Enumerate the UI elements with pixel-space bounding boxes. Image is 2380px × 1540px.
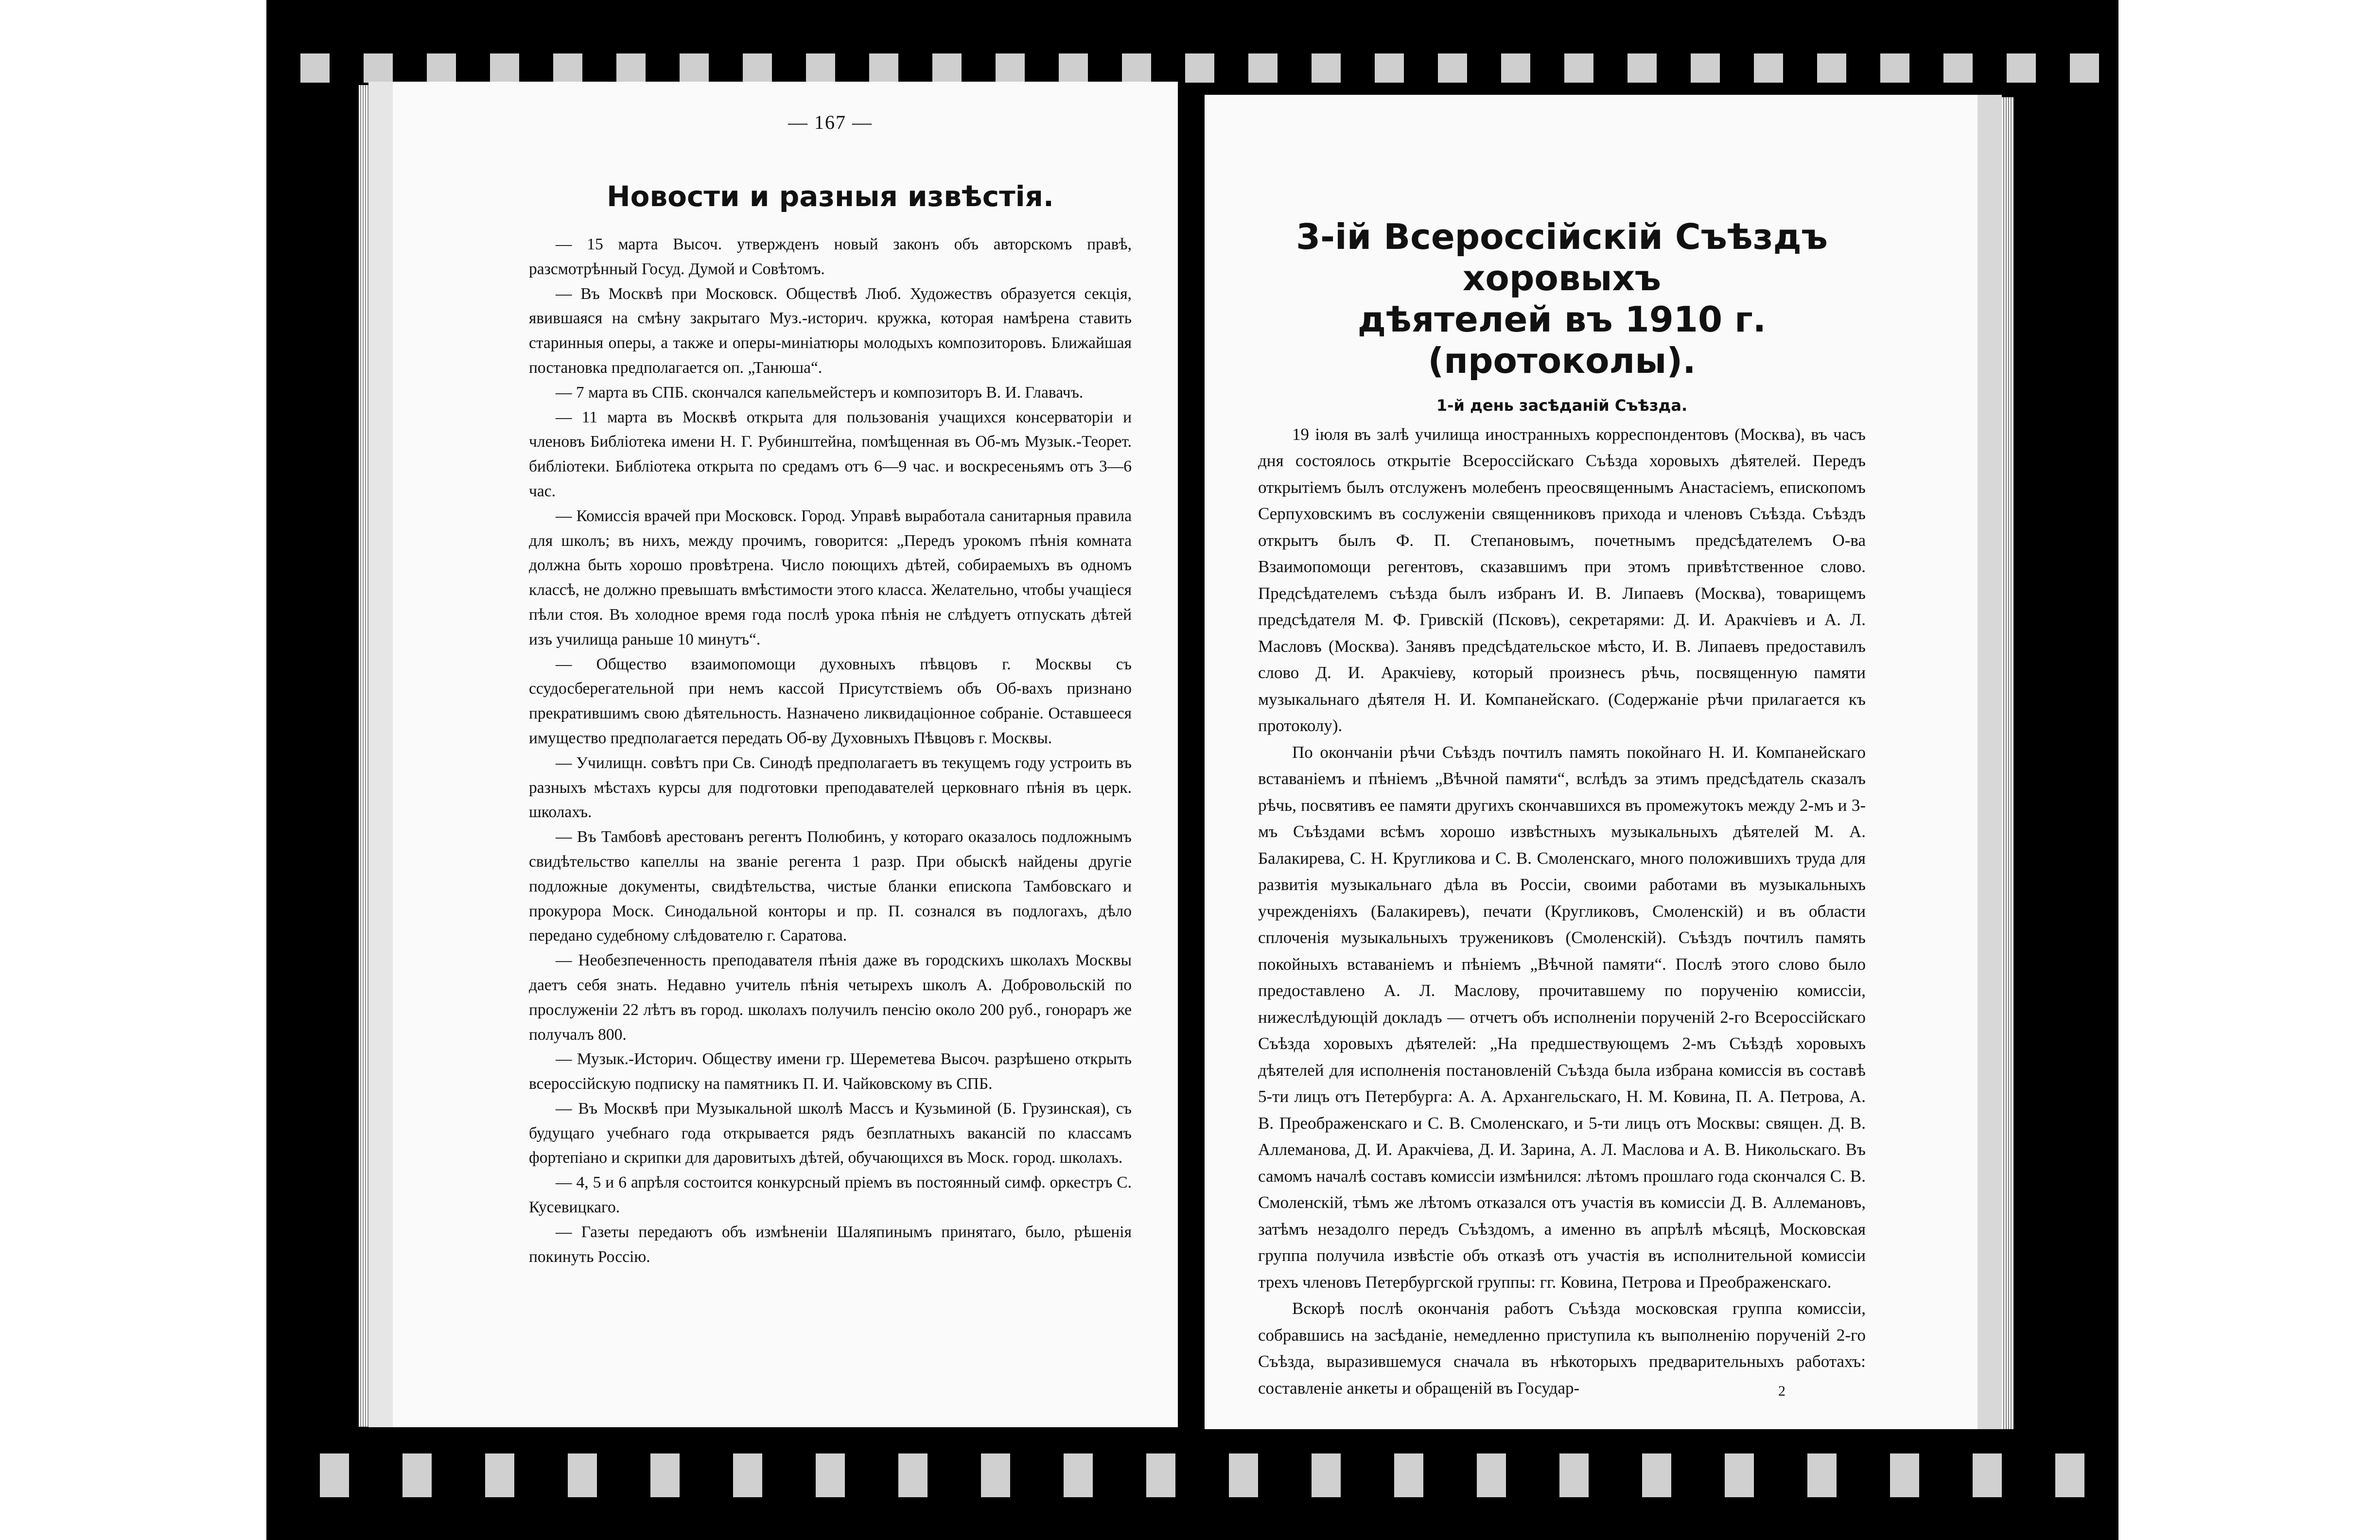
- microfilm-scan: [266, 0, 2118, 1540]
- news-item: — Общество взаимопомощи духовныхъ пѣвцовъ г. Москвы съ ссудосберегательной при немъ кассой Присутствіемъ объ Об-вахъ признано прекратившимъ свою дѣятельность. Назначено ликвидаціонное собраніе. Оставшееся имущество предполагается передать Об-ву Духовныхъ Пѣвцовъ г. Москвы.: [529, 655, 1132, 747]
- news-item: — 15 марта Высоч. утвержденъ новый законъ объ авторскомъ правѣ, разсмотрѣнный Госуд. Думой и Совѣтомъ.: [529, 235, 1132, 278]
- news-heading: Новости и разныя извѣстія.: [607, 180, 1054, 213]
- paragraph: 19 іюля въ залѣ училища иностранныхъ корреспондентовъ (Москва), въ часъ дня состоялось открытіе Всероссійскаго Съѣзда хоровыхъ дѣятелей. Передъ открытіемъ былъ отслуженъ молебенъ преосвященнымъ Анастасіемъ, епископомъ Серпуховскимъ въ сослуженіи священниковъ прихода и членовъ Съѣзда. Съѣздъ открытъ былъ Ф. П. Степановымъ, почетнымъ предсѣдателемъ О-ва Взаимопомощи регентовъ, сказавшимъ при этомъ привѣтственное слово. Предсѣдателемъ съѣзда былъ избранъ И. В. Липаевъ (Москва), товарищемъ предсѣдателя М. Ф. Гривскій (Псковъ), секретарями: Д. И. Аракчіевъ и А. Л. Масловъ (Москва). Занявъ предсѣдательское мѣсто, И. В. Липаевъ предоставилъ слово Д. И. Аракчіеву, который произнесъ рѣчь, посвященную памяти музыкальнаго дѣятеля Н. И. Компанейскаго. (Содержаніе рѣчи прилагается къ протоколу).: [1258, 424, 1866, 735]
- paragraph: По окончаніи рѣчи Съѣздъ почтилъ память покойнаго Н. И. Компанейскаго вставаніемъ и пѣніемъ „Вѣчной памяти“, вслѣдъ за этимъ предсѣдатель сказалъ рѣчь, посвятивъ ее памяти другихъ скончавшихся въ промежутокъ между 2-мъ и 3-мъ Съѣздами всѣмъ хорошо извѣстныхъ музыкальныхъ дѣятелей М. А. Балакирева, С. Н. Кругликова и С. В. Смоленскаго, много положившихъ труда для развитія музыкальнаго дѣла въ Россіи, своими работами въ музыкальныхъ учрежденіяхъ (Балакиревъ), печати (Кругликовъ, Смоленскій) и въ области сплоченія музыкальныхъ тружениковъ (Смоленскій). Съѣздъ почтилъ память покойныхъ вставаніемъ и пѣніемъ „Вѣчной памяти“. Послѣ этого слово было предоставлено А. Л. Маслову, прочитавшему по порученію комиссіи, нижеслѣдующій докладъ — отчетъ объ исполненіи порученій 2-го Всероссійскаго Съѣзда хоровыхъ дѣятелей: „На предшествующемъ 2-мъ Съѣздѣ хоровыхъ дѣятелей для исполненія постановленій Съѣзда была избрана комиссія въ составѣ 5-ти лицъ отъ Петербурга: А. А. Архангельскаго, Н. М. Ковина, П. А. Петрова, А. В. Преображенскаго и С. В. Смоленскаго, и 5-ти лицъ отъ Москвы: священ. Д. В. Аллеманова, Д. И. Аракчіева, Д. И. Зарина, А. Л. Маслова и А. В. Никольскаго. Въ самомъ началѣ составъ комиссіи измѣнился: лѣтомъ прошлаго года скончался С. В. Смоленскій, тѣмъ же лѣтомъ отказался отъ участія въ комиссіи Д. В. Аллемановъ, затѣмъ незадолго передъ Съѣздомъ, а именно въ апрѣлѣ мѣсяцѣ, Московская группа получила извѣстіе объ отказѣ отъ участія въ исполнительной комиссіи трехъ членовъ Петербургской группы: гг. Ковина, Петрова и Преображенскаго.: [1258, 742, 1866, 1292]
- news-item: — 11 марта въ Москвѣ открыта для пользованія учащихся консерваторіи и членовъ Библіотека имени Н. Г. Рубинштейна, помѣщенная въ Об-мъ Музык.-Теорет. библіотеки. Библіотека открыта по средамъ отъ 6—9 час. и воскресеньямъ отъ 3—6 час.: [529, 408, 1132, 500]
- page-number: — 167 —: [788, 111, 873, 133]
- congress-heading: [1258, 216, 1866, 382]
- film-strip-bottom: [266, 1453, 2118, 1497]
- session-subheading: 1-й день засѣданій Съѣзда.: [1436, 396, 1688, 415]
- left-page: [368, 82, 1178, 1427]
- right-page: [1205, 95, 2002, 1429]
- signature-mark: 2: [1778, 1383, 1785, 1399]
- news-item: — Училищн. совѣтъ при Св. Синодѣ предполагаетъ въ текущемъ году устроить въ разныхъ мѣстахъ курсы для подготовки преподавателей церковнаго пѣнія въ церк. школахъ.: [529, 753, 1132, 822]
- news-items: [529, 232, 1132, 1269]
- news-item: — Комиссія врачей при Московск. Город. Управѣ выработала санитарныя правила для школъ; въ нихъ, между прочимъ, говорится: „Передъ урокомъ пѣнія комната должна быть хорошо провѣтрена. Число поющихъ дѣтей, собираемыхъ въ одномъ классѣ, не должно превышать вмѣстимости этого класса. Желательно, чтобы учащіеся пѣли стоя. Въ холодное время года послѣ урока пѣнія не слѣдуетъ отпускать дѣтей изъ училища раньше 10 минутъ“.: [529, 507, 1132, 648]
- congress-heading-line2: дѣятелей въ 1910 г. (протоколы).: [1357, 298, 1767, 381]
- news-item: — Въ Тамбовѣ арестованъ регентъ Полюбинъ, у котораго оказалось подложнымъ свидѣтельство капеллы на званіе регента 1 разр. При обыскѣ найдены другіе подложные документы, свидѣтельства, чистые бланки епископа Тамбовскаго и прокурора Моск. Синодальной конторы и пр. П. сознался въ подлогахъ, дѣло передано судебному слѣдователю г. Саратова.: [529, 828, 1132, 945]
- congress-heading-line1: 3-ій Всероссійскій Съѣздъ хоровыхъ: [1296, 216, 1828, 298]
- left-page-column: [529, 111, 1132, 1269]
- right-page-column: [1258, 216, 1866, 1401]
- paragraph: Вскорѣ послѣ окончанія работъ Съѣзда московская группа комиссіи, собравшись на засѣданіе, немедленно приступила къ выполненію порученій 2-го Съѣзда, выразившемуся сначала въ нѣкоторыхъ предварительныхъ работахъ: составленіе анкеты и обращеній въ Государ-: [1258, 1299, 1866, 1398]
- news-item: — Музык.-Историч. Обществу имени гр. Шереметева Высоч. разрѣшено открыть всероссійскую подписку на памятникъ П. И. Чайковскому въ СПБ.: [529, 1050, 1132, 1093]
- news-item: — 7 марта въ СПБ. скончался капельмейстеръ и композиторъ В. И. Главачъ.: [556, 383, 1084, 402]
- news-item: — Въ Москвѣ при Музыкальной школѣ Массъ и Кузьминой (Б. Грузинская), съ будущаго учебнаго года открывается рядъ безплатныхъ вакансій по классамъ фортепіано и скрипки для даровитыхъ дѣтей, обучающихся въ Моск. город. школахъ.: [529, 1099, 1132, 1167]
- film-strip-top: [266, 53, 2118, 83]
- news-item: — Необезпеченность преподавателя пѣнія даже въ городскихъ школахъ Москвы даетъ себя знать. Недавно учитель пѣнія четырехъ школъ А. Добровольскій по прослуженіи 22 лѣтъ въ город. школахъ получилъ пенсію около 200 руб., гонораръ же получалъ 800.: [529, 951, 1132, 1044]
- news-item: — 4, 5 и 6 апрѣля состоится конкурсный пріемъ въ постоянный симф. оркестръ С. Кусевицкаго.: [529, 1173, 1132, 1217]
- news-item: — Въ Москвѣ при Московск. Обществѣ Люб. Художествъ образуется секція, явившаяся на смѣну закрытаго Муз.-историч. кружка, которая намѣрена ставить старинныя оперы, а также и оперы-миніатюры молодыхъ композиторовъ. Ближайшая постановка предполагается оп. „Танюша“.: [529, 284, 1132, 377]
- news-item: — Газеты передаютъ объ измѣненіи Шаляпинымъ принятаго, было, рѣшенія покинуть Россію.: [529, 1223, 1132, 1266]
- protocol-text: [1258, 421, 1866, 1402]
